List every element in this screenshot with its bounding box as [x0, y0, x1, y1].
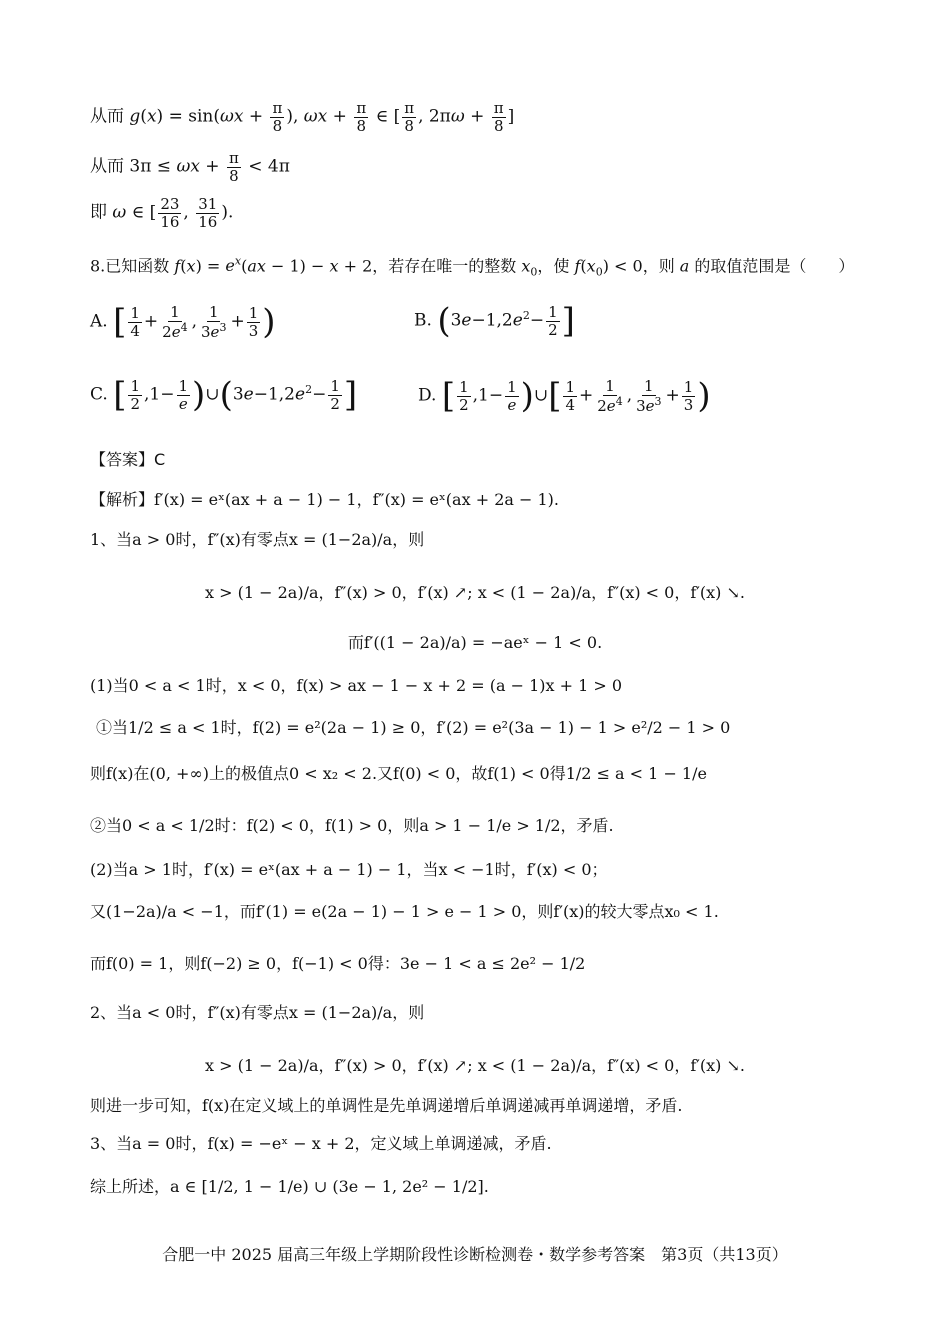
- case-1-value: 而f′((1 − 2a)/a) = −aeˣ − 1 < 0.: [347, 633, 603, 652]
- option-c: C. [ $\frac{1}{2}$ ,1− $\frac{1}{e}$ )$\cup(3e-1,2e^2-$ $\frac{1}{2}$ ]: [90, 375, 358, 415]
- question-8: 8.已知函数 $f(x) = e^x(ax - 1) - x + 2$，若存在唯一的整数 $x_0$，使 $f(x_0) < 0$，则 a 的取值范围是（ ）: [90, 255, 855, 279]
- option-a: A. [ $\frac{1}{4}$ + $\frac{1}{2e^4}$ , $\frac{1}{3e^3}$ + $\frac{1}{3}$ ): [90, 302, 276, 342]
- case-1: 1、当a > 0时，f″(x)有零点x = (1−2a)/a，则: [90, 530, 425, 549]
- option-b: B. ($3e-1,2e^2-$ $\frac{1}{2}$ ]: [414, 301, 575, 341]
- part-2-b: 而f(0) = 1，则f(−2) ≥ 0，f(−1) < 0得：3e − 1 < a ≤ 2e² − 1/2: [90, 954, 586, 973]
- case-2-monotonic: x > (1 − 2a)/a，f″(x) > 0，f′(x) ↗; x < (1 − 2a)/a，f″(x) < 0，f′(x) ↘.: [205, 1056, 745, 1075]
- line-omega: 即 ω ∈ [ $\frac{23}{16}$ , $\frac{31}{16}$ ).: [90, 195, 234, 231]
- analysis: 【解析】f′(x) = eˣ(ax + a − 1) − 1，f″(x) = eˣ(ax + 2a − 1).: [90, 490, 559, 509]
- part-1-b: 则f(x)在(0, +∞)上的极值点0 < x₂ < 2.又f(0) < 0，故f(1) < 0得1/2 ≤ a < 1 − 1/e: [90, 764, 707, 783]
- case-1-monotonic: x > (1 − 2a)/a，f″(x) > 0，f′(x) ↗; x < (1 − 2a)/a，f″(x) < 0，f′(x) ↘.: [205, 583, 745, 602]
- part-2-a: 又(1−2a)/a < −1，而f′(1) = e(2a − 1) − 1 > e − 1 > 0，则f′(x)的较大零点x₀ < 1.: [90, 902, 719, 921]
- page-footer: 合肥一中 2025 届高三年级上学期阶段性诊断检测卷・数学参考答案 第3页（共13页）: [162, 1245, 788, 1264]
- case-2: 2、当a < 0时，f″(x)有零点x = (1−2a)/a，则: [90, 1003, 425, 1022]
- option-d: D. [ $\frac{1}{2}$ ,1− $\frac{1}{e}$ )∪[ $\frac{1}{4}$ + $\frac{1}{2e^4}$ , $\frac{1}{3e^3}$ + $\frac{1}{3}$ ): [418, 376, 711, 416]
- part-1-c: ②当0 < a < 1/2时：f(2) < 0，f(1) > 0，则a > 1 − 1/e > 1/2，矛盾.: [90, 816, 614, 835]
- part-2: (2)当a > 1时，f′(x) = eˣ(ax + a − 1) − 1，当x < −1时，f′(x) < 0；: [90, 860, 608, 879]
- part-1-a: ①当1/2 ≤ a < 1时，f(2) = e²(2a − 1) ≥ 0，f′(2) = e²(3a − 1) − 1 > e²/2 − 1 > 0: [96, 718, 731, 737]
- summary: 综上所述，a ∈ [1/2, 1 − 1/e) ∪ (3e − 1, 2e² − 1/2].: [90, 1177, 489, 1196]
- answer: 【答案】C: [90, 450, 166, 469]
- line-g-definition: 从而 g(x) = sin(ωx + $\frac{\pi}{8}$ ), ωx + $\frac{\pi}{8}$ ∈ [ $\frac{\pi}{8}$ , 2πω + $\frac{\pi}{8}$ ]: [90, 99, 515, 135]
- part-1: (1)当0 < a < 1时，x < 0，f(x) > ax − 1 − x + 2 = (a − 1)x + 1 > 0: [90, 676, 623, 695]
- line-range: 从而 3π ≤ ωx + $\frac{\pi}{8}$ < 4π: [90, 149, 290, 185]
- case-2-conclusion: 则进一步可知，f(x)在定义域上的单调性是先单调递增后单调递减再单调递增，矛盾.: [90, 1096, 683, 1115]
- case-3: 3、当a = 0时，f(x) = −eˣ − x + 2，定义域上单调递减，矛盾.: [90, 1134, 552, 1153]
